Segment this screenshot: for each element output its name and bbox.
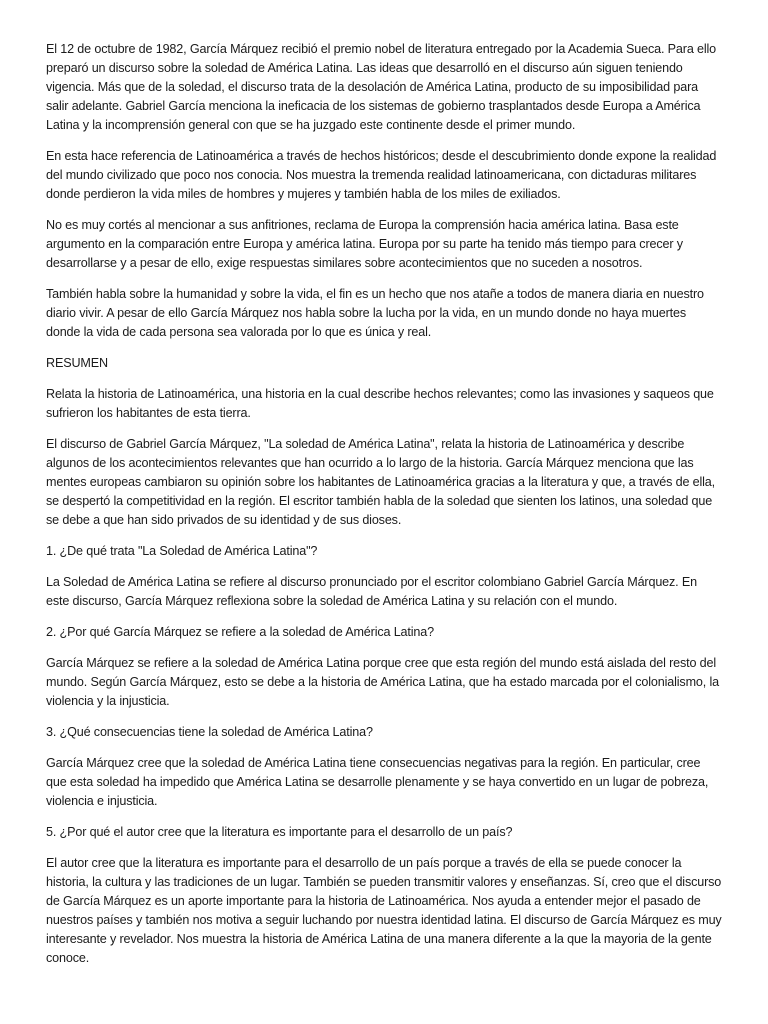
intro-paragraph-2: En esta hace referencia de Latinoamérica a través de hechos históricos; desde el descubrimiento donde expone la realidad del mundo civilizado que poco nos conocia. Nos muestra la tremenda realidad latinoamericana, con dictaduras militares donde perdieron la vida miles de hombres y mujeres y también habla de los miles de exiliados. bbox=[46, 149, 717, 201]
question-3: 3. ¿Qué consecuencias tiene la soledad de América Latina? bbox=[46, 725, 373, 739]
intro-paragraph-3: No es muy cortés al mencionar a sus anfitriones, reclama de Europa la comprensión hacia américa latina. Basa este argumento en la comparación entre Europa y américa latina. Europa por su parte ha tenido más tiempo para crecer y desarrollarse y a pesar de ello, exige respuestas similares sobre acontecimientos que no suceden a nosotros. bbox=[46, 218, 683, 270]
resumen-heading: RESUMEN bbox=[46, 356, 108, 370]
answer-3: García Márquez cree que la soledad de América Latina tiene consecuencias negativas para la región. En particular, cree que esta soledad ha impedido que América Latina se desarrolle plenamente y se haya convertido en un lugar de pobreza, violencia e injusticia. bbox=[46, 756, 709, 808]
question-1: 1. ¿De qué trata "La Soledad de América Latina"? bbox=[46, 544, 318, 558]
intro-paragraph-4: También habla sobre la humanidad y sobre la vida, el fin es un hecho que nos atañe a todos de manera diaria en nuestro diario vivir. A pesar de ello García Márquez nos habla sobre la lucha por la vida, en un mundo donde no haya muertes donde la vida de cada persona sea valorada por lo que es única y real. bbox=[46, 287, 704, 339]
document-page bbox=[46, 40, 722, 980]
resumen-paragraph-1: Relata la historia de Latinoamérica, una historia en la cual describe hechos relevantes; como las invasiones y saqueos que sufrieron los habitantes de esta tierra. bbox=[46, 387, 714, 420]
answer-2: García Márquez se refiere a la soledad de América Latina porque cree que esta región del mundo está aislada del resto del mundo. Según García Márquez, esto se debe a la historia de América Latina, que ha estado marcada por el colonialismo, la violencia y la injusticia. bbox=[46, 656, 719, 708]
resumen-paragraph-2: El discurso de Gabriel García Márquez, "La soledad de América Latina", relata la historia de Latinoamérica y describe algunos de los acontecimientos relevantes que han ocurrido a lo largo de la historia. García Márquez menciona que las mentes europeas cambiaron su opinión sobre los habitantes de Latinoamérica gracias a la literatura y que, a través de ella, se despertó la competitividad en la región. El escritor también habla de la soledad que sienten los latinos, una soledad que se debe a que han sido privados de su identidad y de sus dioses. bbox=[46, 437, 716, 527]
intro-paragraph-1: El 12 de octubre de 1982, García Márquez recibió el premio nobel de literatura entregado por la Academia Sueca. Para ello preparó un discurso sobre la soledad de América Latina. Las ideas que desarrolló en el discurso aún siguen teniendo vigencia. Más que de la soledad, el discurso trata de la desolación de América Latina, producto de su imposibilidad para salir adelante. Gabriel García menciona la ineficacia de los sistemas de gobierno trasplantados desde Europa a América Latina y la incomprensión general con que se ha juzgado este continente desde el primer mundo. bbox=[46, 42, 717, 132]
question-5: 5. ¿Por qué el autor cree que la literatura es importante para el desarrollo de un país? bbox=[46, 825, 513, 839]
answer-5: El autor cree que la literatura es importante para el desarrollo de un país porque a través de ella se puede conocer la historia, la cultura y las tradiciones de un lugar. También se pueden transmitir valores y enseñanzas. Sí, creo que el discurso de García Márquez es un aporte importante para la historia de Latinoamérica. Nos ayuda a entender mejor el pasado de nuestros países y también nos motiva a seguir luchando por nuestra identidad latina. El discurso de García Márquez es muy interesante y revelador. Nos muestra la historia de América Latina de una manera diferente a la que la mayoria de la gente conoce. bbox=[46, 856, 722, 965]
question-2: 2. ¿Por qué García Márquez se refiere a la soledad de América Latina? bbox=[46, 625, 434, 639]
answer-1: La Soledad de América Latina se refiere al discurso pronunciado por el escritor colombiano Gabriel García Márquez. En este discurso, García Márquez reflexiona sobre la soledad de América Latina y su relación con el mundo. bbox=[46, 575, 697, 608]
